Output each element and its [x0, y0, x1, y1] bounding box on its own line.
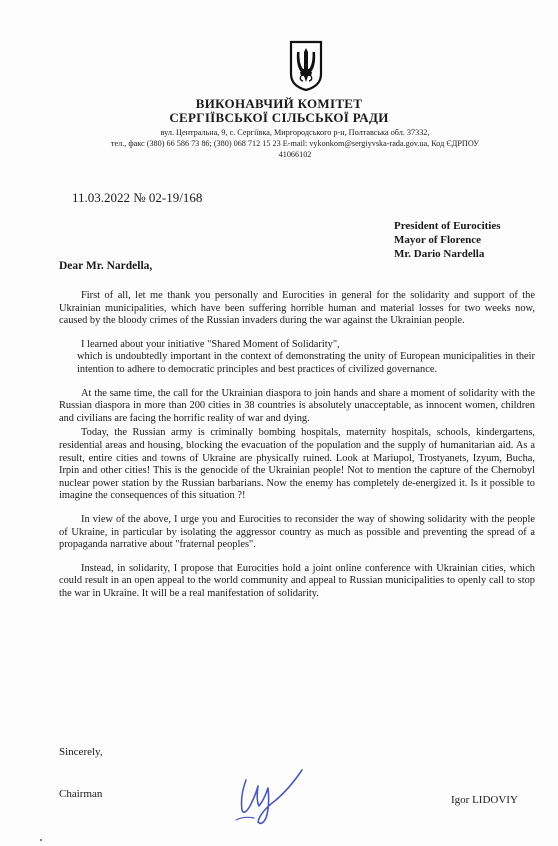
recipient-line: Mr. Dario Nardella: [394, 248, 485, 260]
body-paragraph: Instead, in solidarity, I propose that Eurocities hold a joint online conference with Ukrainian cities, which could result in an open appeal to the world community and appeal to Russian municipalities to openly call to stop the war in Ukraine. It will be a real manifestation of solidarity.: [59, 562, 535, 599]
salutation: Dear Mr. Nardella,: [59, 260, 153, 272]
signatory-name: Igor LIDOVIY: [451, 794, 518, 806]
signatory-title: Chairman: [59, 788, 103, 800]
address-line: вул. Центральна, 9, с. Сергіївка, Миргородського р-н, Полтавська обл. 37332,: [160, 128, 430, 137]
body-paragraph: which is undoubtedly important in the context of demonstrating the unity of European municipalities in their intention to adhere to democratic principles and best practices of civilized governance.: [77, 351, 535, 375]
body-paragraph: I learned about your initiative "Shared Moment of Solidarity",: [81, 338, 340, 350]
contacts-line: тел., факс (380) 66 586 73 86; (380) 068 712 15 23 E-mail: vykonkom@sergiyvska-rada.gov.ua, Код ЄДРПОУ: [110, 139, 480, 148]
recipient-block: [394, 219, 501, 261]
letter-body: [59, 290, 535, 611]
body-paragraph: First of all, let me thank you personally and Eurocities in general for the solidarity and support of the Ukrainian municipalities, which have been suffering horrible human and material losses for two weeks now, caused by the bloody crimes of the Russian invaders during the war against the Ukrainian people.: [59, 290, 535, 327]
body-paragraph: In view of the above, I urge you and Eurocities to reconsider the way of showing solidarity with the people of Ukraine, in particular by isolating the aggressor country as much as possible and preventing the spread of a propaganda narrative about "fraternal peoples".: [59, 513, 535, 551]
scan-speck: [40, 839, 42, 841]
letterhead-address: [60, 127, 530, 160]
recipient-line: Mayor of Florence: [394, 234, 481, 246]
complimentary-close: Sincerely,: [59, 746, 103, 758]
handwritten-signature-icon: [232, 766, 308, 828]
organization-name-line2: СЕРГІЇВСЬКОЇ СІЛЬСЬКОЇ РАДИ: [169, 110, 389, 125]
body-paragraph: At the same time, the call for the Ukrainian diaspora to join hands and share a moment of solidarity with the Russian diaspora in more than 200 cities in 38 countries is absolutely unacceptable, as innocent women, children and civilians are facing the horrific reality of war and dying.: [59, 387, 535, 424]
organization-name-line1: ВИКОНАВЧИЙ КОМІТЕТ: [195, 96, 363, 111]
registry-code-line: 41066102: [278, 150, 312, 159]
body-paragraph: Today, the Russian army is criminally bombing hospitals, maternity hospitals, schools, kindergartens, residential areas and housing, blocking the evacuation of the population and the supply of humanitarian aid. As a result, entire cities and towns of Ukraine are physically ruined. Look at Mariupol, Trostyanets, Izyum, Bucha, Irpin and other cities! This is the genocide of the Ukrainian people! Not to mention the capture of the Chernobyl nuclear power station by the Russian barbarians. Now the enemy has completely de-energized it. Is it possible to imagine the consequences of this situation ?!: [59, 427, 535, 502]
trident-coat-of-arms-icon: [289, 40, 323, 92]
recipient-line: President of Eurocities: [394, 220, 501, 232]
date-and-reference-number: 11.03.2022 № 02-19/168: [72, 190, 203, 205]
